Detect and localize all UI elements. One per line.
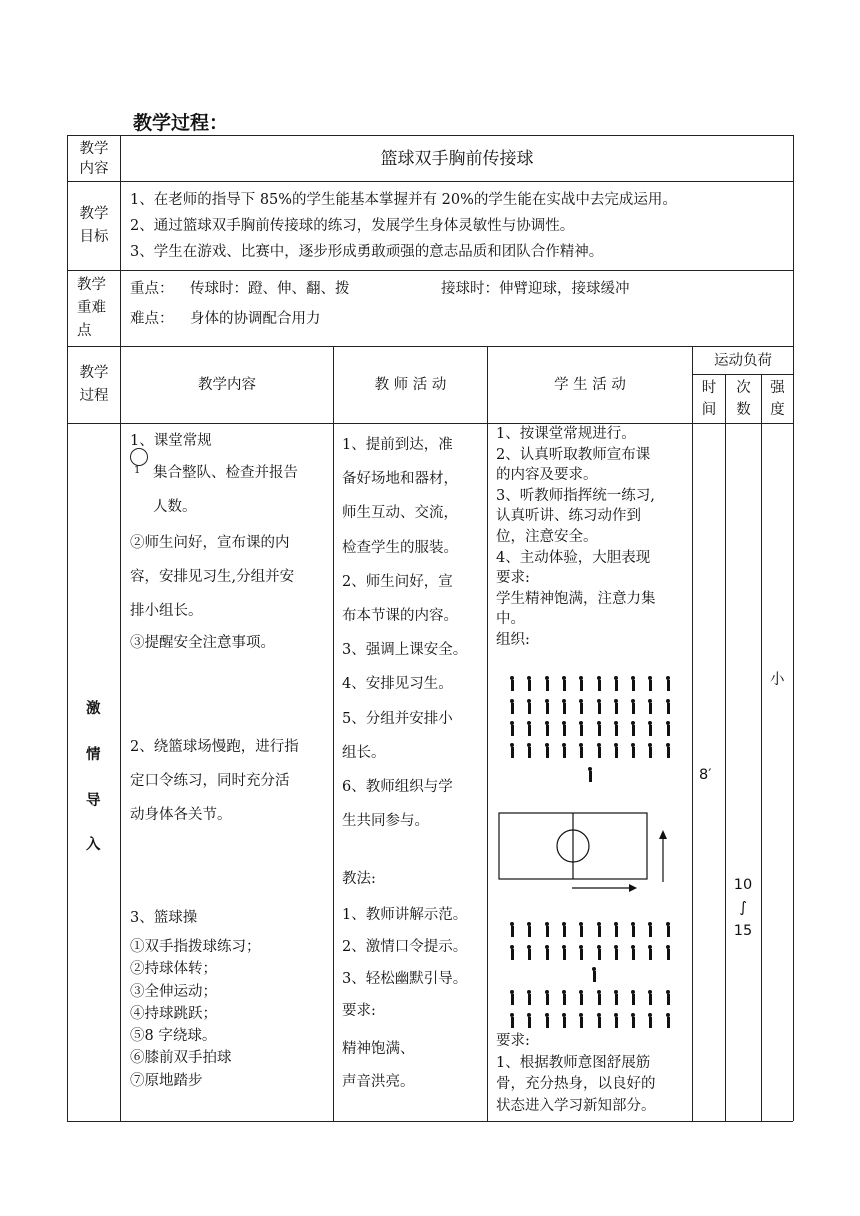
student-figure-icon [595, 743, 603, 758]
student-figure-icon [525, 1013, 533, 1028]
method-label: 教法: [342, 871, 376, 887]
student-figure-icon [577, 945, 585, 960]
exercise-item: ⑦原地踏步 [130, 1072, 203, 1089]
student-figure-icon [560, 699, 568, 714]
student-figure-icon [543, 922, 551, 937]
student-figure-icon [646, 676, 654, 691]
student-figure-icon [543, 990, 551, 1005]
content-line: 3、篮球操 [130, 910, 198, 926]
student-figure-icon [560, 1013, 568, 1028]
goal-item: 3、学生在游戏、比赛中，逐步形成勇敢顽强的意志品质和团队合作精神。 [130, 244, 604, 260]
student-figure-icon [543, 1013, 551, 1028]
student-figure-icon [629, 743, 637, 758]
student-figure-icon [560, 721, 568, 736]
intensity-header: 强度 [770, 380, 785, 418]
method-item: 1、教师讲解示范。 [342, 907, 468, 923]
student-figure-icon [543, 721, 551, 736]
student-figure-icon [612, 945, 620, 960]
student-figure-icon [560, 676, 568, 691]
exercise-item: ④持球跳跃； [130, 1005, 217, 1022]
student-figure-icon [612, 743, 620, 758]
content-line: 人数。 [153, 499, 197, 515]
student-figure-icon [525, 945, 533, 960]
student-figure-icon [577, 1013, 585, 1028]
student-figure-icon [595, 721, 603, 736]
student-figure-icon [664, 945, 672, 960]
student-figure-icon [646, 990, 654, 1005]
student-figure-icon [577, 922, 585, 937]
table-line [487, 346, 488, 1121]
student-figure-icon [646, 922, 654, 937]
student-figure-icon [525, 990, 533, 1005]
method-item: 2、激情口令提示。 [342, 939, 468, 955]
student-figure-icon [612, 676, 620, 691]
count-part: ∫ [739, 900, 747, 916]
student-line: 要求: [496, 570, 530, 587]
student-figure-icon [664, 676, 672, 691]
teacher-line: 3、强调上课安全。 [342, 642, 468, 659]
count-part: 15 [733, 923, 753, 939]
student-figure-icon [525, 676, 533, 691]
student-figure-icon [525, 922, 533, 937]
content-line: 1、课堂常规 [130, 433, 212, 449]
student-figure-icon [508, 743, 516, 758]
content-line: 集合整队、检查并报告 [153, 465, 298, 481]
student-line: 3、听教师指挥统一练习, [496, 487, 655, 504]
student-figure-icon [560, 990, 568, 1005]
difficulty-value: 身体的协调配合用力 [190, 311, 321, 327]
student-figure-icon [595, 945, 603, 960]
table-line [67, 1121, 793, 1122]
student-figure-icon [664, 990, 672, 1005]
student-figure-icon [560, 743, 568, 758]
exercise-item: ⑤8 字绕球。 [130, 1028, 217, 1045]
intensity-value: 小 [770, 672, 785, 688]
content-header: 教学内容 [198, 377, 256, 393]
teacher-req-label: 要求: [342, 1003, 376, 1019]
exercise-item: ①双手指拨球练习； [130, 939, 261, 955]
teacher-header: 教 师 活 动 [374, 377, 447, 393]
student-figure-icon [664, 699, 672, 714]
table-line [67, 181, 793, 182]
student-line: 1、按课堂常规进行。 [496, 426, 636, 442]
exercise-item: ③全伸运动； [130, 983, 217, 1000]
student-figure-icon [595, 676, 603, 691]
circle-number: 1 [134, 465, 141, 476]
student-line: 2、认真听取教师宣布课 [496, 446, 651, 463]
student-figure-icon [543, 699, 551, 714]
student-figure-icon [590, 967, 598, 982]
teacher-line: 1、提前到达，准 [342, 437, 453, 453]
student-activities [496, 424, 656, 651]
student-figure-icon [560, 922, 568, 937]
key-pass: 传球时：蹬、伸、翻、拨 [190, 281, 350, 297]
load-header: 运动负荷 [714, 352, 772, 369]
student-figure-icon [508, 922, 516, 937]
student-line: 4、主动体验，大胆表现 [496, 549, 651, 566]
student-req-line: 1、根据教师意图舒展筋 [496, 1054, 651, 1071]
student-figure-icon [543, 945, 551, 960]
arrow-head-up-icon [659, 830, 667, 839]
student-figure-icon [664, 1013, 672, 1028]
arrow-head-right-icon [629, 884, 637, 892]
student-figure-icon [595, 1013, 603, 1028]
key-label: 重点： [130, 281, 174, 297]
student-line: 中。 [496, 611, 525, 628]
teacher-line: 6、教师组织与学 [342, 779, 453, 796]
content-line: 定口令练习，同时充分活 [130, 773, 290, 789]
teacher-line: 2、师生问好，宣 [342, 573, 453, 590]
student-line: 学生精神饱满，注意力集 [496, 590, 656, 607]
stage-char: 导 [86, 792, 101, 809]
student-line: 的内容及要求。 [496, 467, 598, 484]
exercise-item: ⑥膝前双手拍球 [130, 1050, 232, 1067]
content-line: 容，安排见习生,分组并安 [130, 569, 295, 585]
student-figure-icon [508, 990, 516, 1005]
student-figure-icon [646, 1013, 654, 1028]
goals-label: 教学目标 [79, 206, 109, 245]
student-figure-icon [629, 990, 637, 1005]
student-figure-icon [664, 743, 672, 758]
student-figure-icon [612, 699, 620, 714]
student-req-line: 状态进入学习新知部分。 [496, 1097, 656, 1114]
student-figure-icon [646, 945, 654, 960]
stage-char: 入 [86, 836, 101, 853]
content-line: 排小组长。 [130, 603, 203, 619]
student-figure-icon [646, 699, 654, 714]
student-figure-icon [595, 922, 603, 937]
content-line: ②师生问好，宣布课的内 [130, 535, 290, 551]
student-figure-icon [595, 990, 603, 1005]
teacher-line: 5、分组并安排小 [342, 710, 453, 727]
student-figure-icon [646, 721, 654, 736]
student-figure-icon [560, 945, 568, 960]
student-figure-icon [543, 676, 551, 691]
student-figure-icon [664, 721, 672, 736]
table-line [692, 346, 693, 1121]
student-figure-icon [595, 699, 603, 714]
key-catch: 接球时：伸臂迎球，接球缓冲 [441, 281, 630, 297]
table-line [67, 423, 793, 424]
table-line [333, 346, 334, 1121]
count-part: 10 [733, 877, 753, 893]
teacher-line: 生共同参与。 [342, 813, 429, 830]
student-figure-icon [629, 721, 637, 736]
student-figure-icon [612, 721, 620, 736]
teacher-line: 组长。 [342, 744, 386, 761]
content-line: 动身体各关节。 [130, 807, 232, 823]
student-line: 位，注意安全。 [496, 528, 598, 545]
student-figure-icon [508, 945, 516, 960]
student-figure-icon [577, 990, 585, 1005]
table-line [793, 135, 794, 1121]
table-line [761, 374, 762, 1121]
method-item: 3、轻松幽默引导。 [342, 971, 468, 987]
student-figure-icon [612, 990, 620, 1005]
student-figure-icon [646, 743, 654, 758]
content-label: 教学内容 [79, 140, 109, 177]
teacher-line: 检查学生的服装。 [342, 539, 458, 556]
lesson-topic: 篮球双手胸前传接球 [380, 148, 534, 169]
section-heading: 教学过程： [133, 112, 229, 134]
student-line: 认真听讲、练习动作到 [496, 508, 641, 525]
student-figure-icon [664, 922, 672, 937]
content-line: ③提醒安全注意事项。 [130, 635, 275, 651]
teacher-line: 备好场地和器材， [342, 471, 458, 488]
student-figure-icon [508, 721, 516, 736]
process-header: 教学过程 [79, 365, 109, 404]
student-figure-icon [612, 1013, 620, 1028]
count-header: 次数 [736, 380, 751, 418]
student-figure-icon [577, 676, 585, 691]
exercise-item: ②持球体转； [130, 961, 217, 978]
count-value [733, 874, 753, 943]
student-header: 学 生 活 动 [554, 377, 626, 393]
student-figure-icon [508, 1013, 516, 1028]
teacher-activities [342, 428, 467, 838]
student-figure-icon [577, 721, 585, 736]
circled-number-icon [130, 448, 148, 466]
teacher-line: 师生互动、交流， [342, 505, 458, 522]
student-figure-icon [629, 699, 637, 714]
keypoints-label: 教学重难点 [77, 277, 106, 339]
student-figure-icon [577, 743, 585, 758]
court-diagram [496, 808, 676, 896]
time-header: 时间 [701, 380, 717, 418]
goal-item: 1、在老师的指导下 85%的学生能基本掌握并有 20%的学生能在实战中去完成运用。 [130, 192, 677, 208]
table-line [725, 374, 726, 1121]
student-req-line: 要求: [496, 1033, 530, 1049]
difficulty-label: 难点： [130, 311, 174, 327]
teacher-req-item: 声音洪亮。 [342, 1074, 415, 1090]
stage-char: 情 [86, 746, 101, 763]
student-req-line: 骨，充分热身，以良好的 [496, 1076, 656, 1092]
student-requirements [496, 1031, 656, 1117]
table-line [120, 135, 121, 1121]
exercise-list [130, 936, 261, 1092]
teacher-line: 布本节课的内容。 [342, 608, 458, 625]
student-figure-icon [612, 922, 620, 937]
student-figure-icon [629, 922, 637, 937]
student-figure-icon [586, 767, 594, 782]
student-figure-icon [508, 676, 516, 691]
method-list [342, 899, 467, 995]
goals-list [130, 187, 677, 265]
goal-item: 2、通过篮球双手胸前传接球的练习，发展学生身体灵敏性与协调性。 [130, 218, 575, 234]
teacher-req-item: 精神饱满、 [342, 1041, 415, 1057]
student-figure-icon [525, 721, 533, 736]
student-figure-icon [508, 699, 516, 714]
student-line: 组织: [496, 631, 530, 648]
time-value: 8′ [699, 767, 712, 783]
student-figure-icon [577, 699, 585, 714]
student-figure-icon [543, 743, 551, 758]
table-line [67, 270, 793, 271]
stage-char: 激 [86, 700, 101, 717]
content-line: 2、绕篮球场慢跑，进行指 [130, 739, 299, 755]
student-figure-icon [629, 1013, 637, 1028]
teacher-req-list [342, 1033, 415, 1099]
student-figure-icon [525, 743, 533, 758]
student-figure-icon [525, 699, 533, 714]
teacher-line: 4、安排见习生。 [342, 676, 453, 693]
student-figure-icon [629, 676, 637, 691]
student-figure-icon [629, 945, 637, 960]
